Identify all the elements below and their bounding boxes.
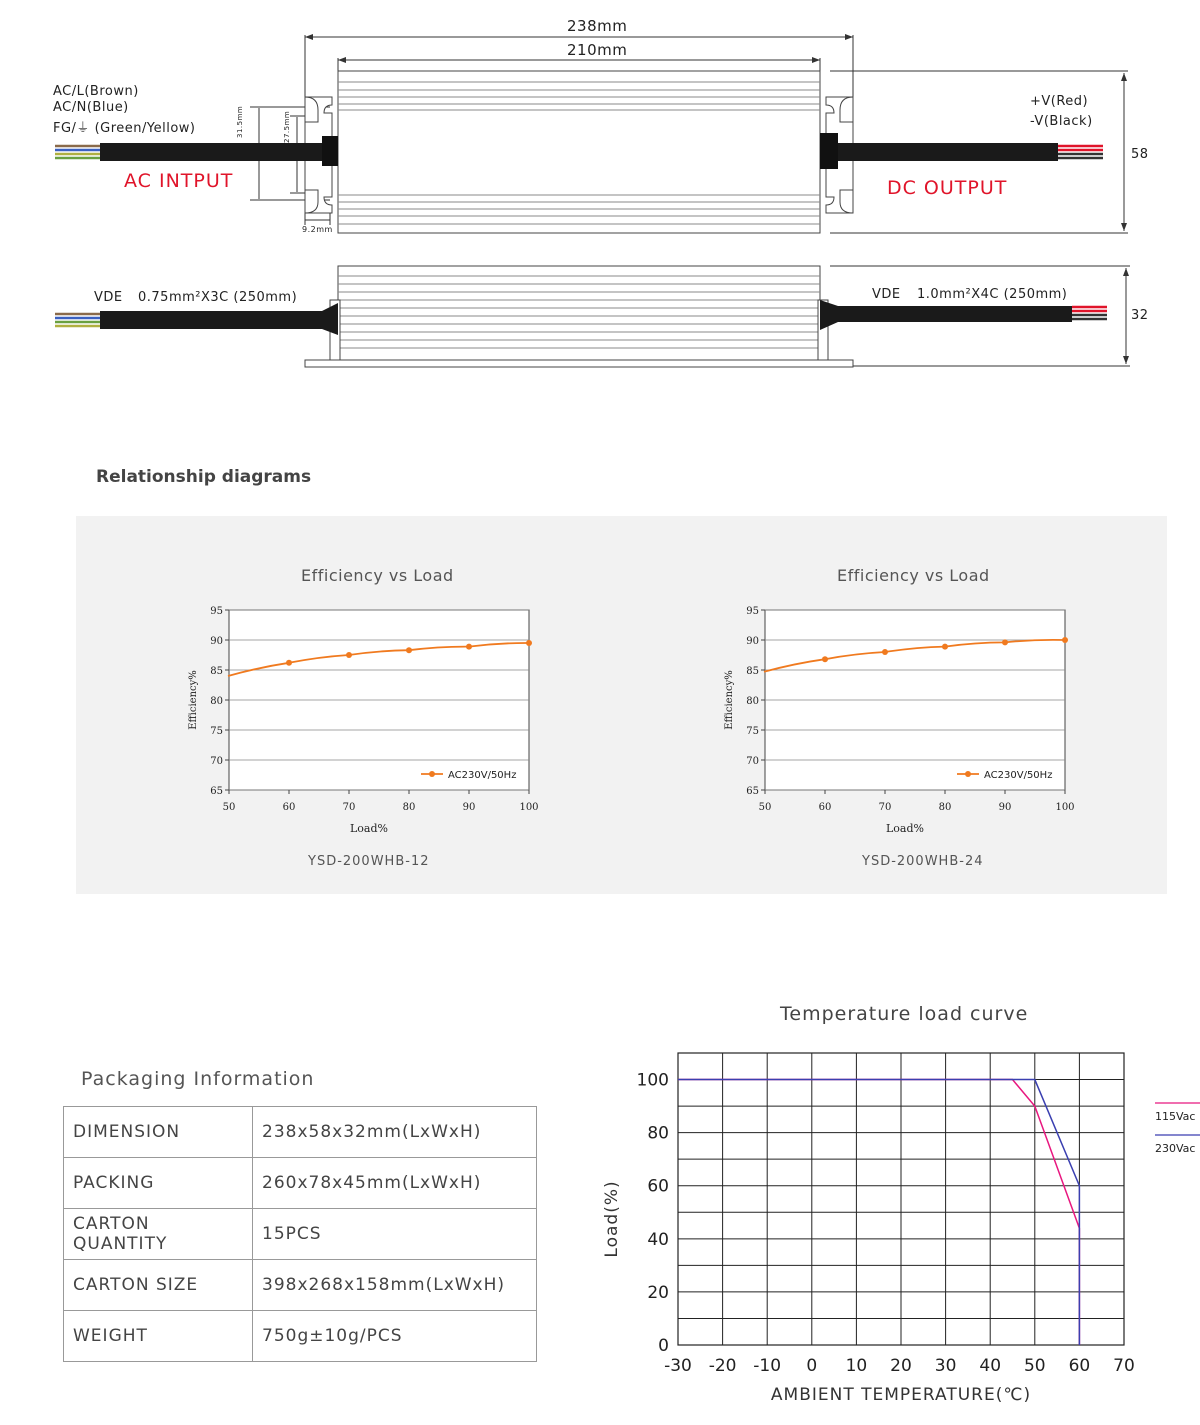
- slot-dim: 9.2mm: [302, 225, 333, 234]
- y-tick-label: 20: [647, 1282, 669, 1303]
- x-tick-label: 70: [342, 802, 356, 813]
- x-tick-label: 50: [758, 802, 772, 813]
- pack-value: 260x78x45mm(LxWxH): [253, 1158, 537, 1209]
- y-tick-label: 90: [746, 636, 759, 647]
- x-tick-label: 30: [934, 1356, 957, 1376]
- overall-length-label: 238mm: [567, 17, 628, 35]
- y-tick-label: 95: [210, 606, 223, 617]
- packaging-title: Packaging Information: [81, 1068, 315, 1090]
- table-row: [64, 1260, 537, 1311]
- mount-dim-outer: 31.5mm: [236, 105, 244, 138]
- x-tick-label: 70: [1113, 1356, 1135, 1376]
- y-tick-label: 95: [746, 606, 759, 617]
- output-cable-spec: 1.0mm²X4C (250mm): [917, 287, 1068, 302]
- data-point: [822, 656, 828, 662]
- input-cable-spec: 0.75mm²X3C (250mm): [138, 290, 298, 305]
- x-tick-label: 90: [998, 802, 1012, 813]
- legend-marker: [965, 771, 971, 777]
- efficiency-chart-1-caption: YSD-200WHB-12: [308, 854, 430, 869]
- y-tick-label: 85: [746, 666, 759, 677]
- table-row: [64, 1209, 537, 1260]
- pack-value: 398x268x158mm(LxWxH): [253, 1260, 537, 1311]
- x-tick-label: 40: [979, 1356, 1002, 1376]
- data-point: [1062, 637, 1068, 643]
- x-tick-label: 60: [1068, 1356, 1091, 1376]
- pack-key: WEIGHT: [64, 1311, 253, 1362]
- y-tick-label: 100: [636, 1070, 669, 1091]
- x-tick-label: 10: [845, 1356, 868, 1376]
- legend-label: 115Vac: [1155, 1110, 1196, 1123]
- y-tick-label: 70: [210, 756, 223, 767]
- input-wire-n: AC/N(Blue): [53, 100, 129, 115]
- x-tick-label: -30: [664, 1356, 692, 1376]
- packaging-table: [63, 1106, 537, 1362]
- x-tick-label: 90: [462, 802, 476, 813]
- efficiency-chart-2-caption: YSD-200WHB-24: [862, 854, 984, 869]
- x-axis-label: AMBIENT TEMPERATURE(℃): [770, 1385, 1032, 1405]
- table-row: [64, 1311, 537, 1362]
- y-axis-label: Load(%): [602, 1180, 622, 1258]
- x-tick-label: 50: [222, 802, 236, 813]
- body-length-label: 210mm: [567, 41, 628, 59]
- y-axis-label: Efficiency%: [724, 670, 735, 730]
- output-cable-std: VDE: [872, 287, 901, 302]
- y-tick-label: 60: [647, 1176, 669, 1197]
- input-wire-fg: FG/⏚ (Green/Yellow): [53, 121, 196, 136]
- thickness-dim-label: 32: [1131, 308, 1149, 323]
- x-tick-label: -10: [753, 1356, 782, 1376]
- output-wire-neg: -V(Black): [1030, 114, 1093, 129]
- data-point: [942, 644, 948, 650]
- efficiency-chart-2-title: Efficiency vs Load: [837, 566, 990, 585]
- pack-value: 15PCS: [253, 1209, 537, 1260]
- input-cable-std: VDE: [94, 290, 123, 305]
- data-point: [526, 640, 532, 646]
- pack-key: DIMENSION: [64, 1107, 253, 1158]
- table-row: [64, 1158, 537, 1209]
- y-tick-label: 85: [210, 666, 223, 677]
- data-point: [466, 644, 472, 650]
- y-tick-label: 70: [746, 756, 759, 767]
- table-row: [64, 1107, 537, 1158]
- relationship-title: Relationship diagrams: [96, 467, 312, 487]
- legend-label: 230Vac: [1155, 1142, 1196, 1155]
- side-view: [55, 266, 1107, 367]
- data-point: [286, 660, 292, 666]
- y-tick-label: 65: [746, 786, 759, 797]
- height-dim-label: 58: [1131, 147, 1149, 162]
- legend-label: AC230V/50Hz: [984, 770, 1053, 781]
- x-tick-label: 0: [806, 1356, 818, 1376]
- y-tick-label: 40: [647, 1229, 669, 1250]
- dimension-drawing: [0, 0, 1200, 400]
- y-axis-label: Efficiency%: [188, 670, 199, 730]
- input-wire-l: AC/L(Brown): [53, 84, 139, 99]
- y-tick-label: 65: [210, 786, 223, 797]
- x-tick-label: 80: [402, 802, 416, 813]
- efficiency-chart-1-title: Efficiency vs Load: [301, 566, 454, 585]
- pack-key: CARTON QUANTITY: [64, 1209, 253, 1260]
- pack-key: PACKING: [64, 1158, 253, 1209]
- x-tick-label: 20: [890, 1356, 912, 1376]
- y-tick-label: 75: [210, 726, 223, 737]
- efficiency-chart-1: [180, 600, 550, 840]
- x-tick-label: 60: [282, 802, 296, 813]
- temperature-chart: [595, 1040, 1200, 1425]
- x-tick-label: -20: [708, 1356, 737, 1376]
- data-point: [882, 649, 888, 655]
- dc-output-label: DC OUTPUT: [887, 177, 1008, 199]
- y-tick-label: 80: [210, 696, 223, 707]
- y-tick-label: 80: [647, 1123, 669, 1144]
- mount-dim-inner: 27.5mm: [283, 110, 291, 143]
- y-tick-label: 80: [746, 696, 759, 707]
- x-tick-label: 100: [1055, 802, 1075, 813]
- pack-value: 238x58x32mm(LxWxH): [253, 1107, 537, 1158]
- x-axis-label: Load%: [886, 822, 924, 835]
- x-tick-label: 70: [878, 802, 892, 813]
- x-tick-label: 60: [818, 802, 832, 813]
- ac-input-label: AC INTPUT: [124, 170, 234, 192]
- data-point: [1002, 639, 1008, 645]
- pack-value: 750g±10g/PCS: [253, 1311, 537, 1362]
- x-axis-label: Load%: [350, 822, 388, 835]
- data-point: [406, 647, 412, 653]
- y-tick-label: 0: [658, 1336, 669, 1356]
- top-view: [55, 71, 1103, 233]
- pack-key: CARTON SIZE: [64, 1260, 253, 1311]
- legend-label: AC230V/50Hz: [448, 770, 517, 781]
- temperature-chart-title: Temperature load curve: [780, 1003, 1029, 1025]
- output-wire-pos: +V(Red): [1030, 94, 1089, 109]
- data-point: [346, 652, 352, 658]
- x-tick-label: 80: [938, 802, 952, 813]
- x-tick-label: 50: [1023, 1356, 1046, 1376]
- y-tick-label: 90: [210, 636, 223, 647]
- legend-marker: [429, 771, 435, 777]
- y-tick-label: 75: [746, 726, 759, 737]
- efficiency-chart-2: [716, 600, 1086, 840]
- x-tick-label: 100: [519, 802, 539, 813]
